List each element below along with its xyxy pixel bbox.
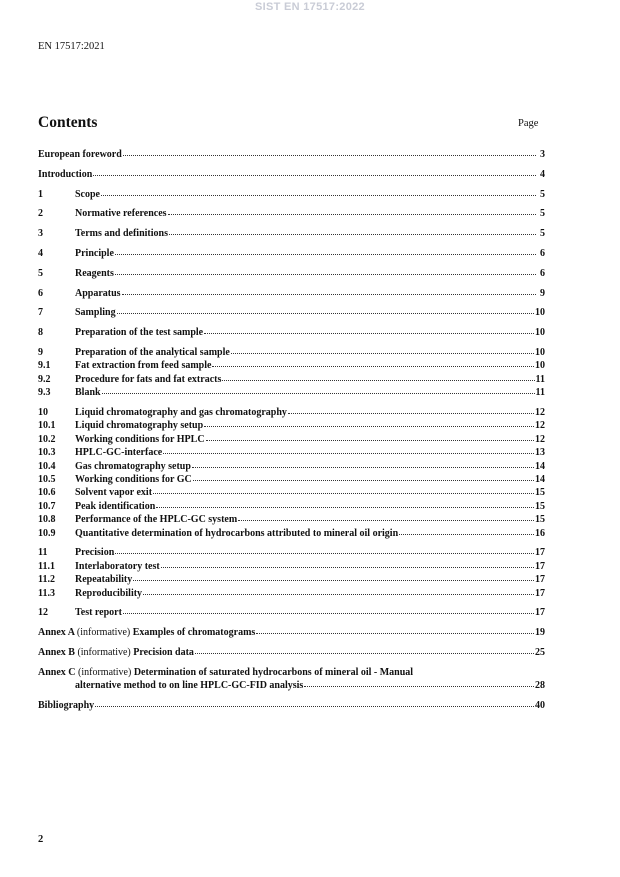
toc-entry[interactable] (38, 207, 545, 220)
dot-leader (123, 147, 536, 156)
toc-entry-page[interactable]: 5 (540, 208, 545, 220)
toc-entry[interactable] (38, 326, 545, 339)
toc-entry-page[interactable]: 13 (535, 447, 545, 459)
toc-entry[interactable] (38, 473, 545, 486)
toc-entry-page[interactable]: 28 (535, 680, 545, 692)
dot-leader (288, 405, 534, 414)
toc-bibliography-entry[interactable] (38, 699, 545, 712)
toc-entry[interactable] (38, 513, 545, 526)
toc-entry-number: 9.2 (38, 373, 51, 385)
toc-entry-number: 8 (38, 327, 43, 339)
toc-entry[interactable] (38, 188, 545, 201)
toc-entry-number: 6 (38, 287, 43, 299)
dot-leader (169, 226, 536, 235)
toc-entry-title[interactable]: Terms and definitions (75, 228, 168, 240)
toc-entry-page[interactable]: 19 (535, 627, 545, 639)
toc-entry[interactable] (38, 560, 545, 573)
toc-entry-number: 10.7 (38, 500, 56, 512)
toc-entry-page[interactable]: 16 (535, 527, 545, 539)
toc-entry[interactable] (38, 433, 545, 446)
toc-entry-title[interactable]: Preparation of the test sample (75, 327, 204, 339)
toc-entry-title[interactable]: Gas chromatography setup (75, 460, 191, 472)
toc-entry[interactable] (38, 148, 545, 161)
toc-entry-page[interactable]: 15 (535, 487, 545, 499)
annex-title[interactable]: Determination of saturated hydrocarbons of mineral oil - Manual (133, 666, 414, 678)
toc-entry-number: 9.1 (38, 360, 51, 372)
dot-leader (193, 472, 534, 481)
toc-entry-page[interactable]: 4 (540, 168, 545, 180)
toc-entry[interactable] (38, 346, 545, 359)
toc-entry-page[interactable]: 6 (540, 267, 545, 279)
toc-entry-page[interactable]: 5 (540, 228, 545, 240)
toc-entry-title[interactable]: Performance of the HPLC-GC system (75, 514, 238, 526)
toc-entry-page[interactable]: 12 (535, 420, 545, 432)
annex-title-wrap[interactable] (38, 666, 413, 679)
toc-entry-number: 11 (38, 547, 48, 559)
dot-leader (204, 325, 534, 334)
toc-entry-title[interactable]: Procedure for fats and fat extracts (75, 373, 222, 385)
toc-entry-title[interactable]: Principle (75, 247, 114, 259)
toc-entry[interactable] (38, 247, 545, 260)
annex-prefix: Annex A (38, 627, 75, 639)
toc-entry[interactable] (38, 373, 545, 386)
toc-entry-page[interactable]: 9 (540, 287, 545, 299)
toc-entry-page[interactable]: 10 (535, 327, 545, 339)
annex-title-continuation-line (38, 679, 545, 692)
toc-entry-title[interactable]: Introduction (38, 168, 93, 180)
toc-entry-number: 10.5 (38, 474, 56, 486)
dot-leader (192, 459, 534, 468)
dot-leader (115, 545, 534, 554)
annex-title-continuation[interactable]: alternative method to on line HPLC-GC-FID analysis (75, 680, 304, 692)
toc-entry-number: 9.3 (38, 387, 51, 399)
toc-entry[interactable] (38, 386, 545, 399)
annex-title-wrap[interactable] (38, 626, 255, 639)
annex-qualifier: (informative) (78, 666, 132, 678)
toc-entry[interactable] (38, 546, 545, 559)
dot-leader (133, 572, 534, 581)
dot-leader (399, 526, 534, 535)
toc-entry-page[interactable]: 10 (535, 307, 545, 319)
toc-entry-title[interactable]: Liquid chromatography setup (75, 420, 204, 432)
toc-entry-title[interactable]: Scope (75, 188, 100, 200)
toc-entry[interactable] (38, 267, 545, 280)
toc-entry-title[interactable]: Peak identification (75, 500, 156, 512)
dot-leader (95, 698, 534, 707)
dot-leader (123, 605, 534, 614)
toc-entry-page[interactable]: 17 (535, 574, 545, 586)
annex-qualifier: (informative) (77, 647, 131, 659)
toc-annex-entry[interactable] (38, 626, 545, 639)
toc-entry[interactable] (38, 486, 545, 499)
dot-leader (212, 358, 534, 367)
toc-annex-entry[interactable] (38, 666, 545, 693)
toc-entry[interactable] (38, 168, 545, 181)
toc-entry-title[interactable]: Solvent vapor exit (75, 487, 153, 499)
toc-entry[interactable] (38, 306, 545, 319)
toc-entry[interactable] (38, 359, 545, 372)
dot-leader (156, 499, 534, 508)
dot-leader (256, 625, 534, 634)
toc-entry-number: 10.6 (38, 487, 56, 499)
toc-entry-page[interactable]: 10 (535, 346, 545, 358)
toc-entry-page[interactable]: 11 (535, 387, 545, 399)
toc-entry-title[interactable]: European foreword (38, 149, 122, 160)
toc-entry-page[interactable]: 17 (535, 607, 545, 619)
toc-entry-page[interactable]: 6 (540, 247, 545, 259)
toc-entry-title[interactable]: Liquid chromatography and gas chromatography (75, 406, 287, 418)
toc-entry[interactable] (38, 446, 545, 459)
toc-entry[interactable] (38, 500, 545, 513)
dot-leader (161, 559, 534, 568)
toc-entry[interactable] (38, 587, 545, 600)
dot-leader (117, 305, 534, 314)
table-of-contents (38, 148, 545, 712)
toc-entry-title[interactable]: Working conditions for GC (75, 474, 192, 486)
toc-entry-title[interactable]: Working conditions for HPLC (75, 433, 205, 445)
dot-leader (304, 678, 534, 687)
toc-entry-number: 2 (38, 208, 43, 220)
toc-entry-number: 10.4 (38, 460, 56, 472)
annex-title[interactable]: Precision data (133, 647, 194, 659)
toc-entry-number: 10.3 (38, 447, 56, 459)
toc-entry-page[interactable]: 14 (535, 460, 545, 472)
toc-entry-number: 11.2 (38, 574, 55, 586)
dot-leader (115, 266, 536, 275)
dot-leader (153, 485, 534, 494)
toc-entry-number: 10.9 (38, 527, 56, 539)
toc-entry[interactable] (38, 419, 545, 432)
toc-entry-title[interactable]: Interlaboratory test (75, 560, 160, 572)
contents-title: Contents (38, 114, 98, 131)
toc-entry-page[interactable]: 12 (535, 406, 545, 418)
toc-entry-title[interactable]: Apparatus (75, 287, 121, 299)
toc-entry-number: 5 (38, 267, 43, 279)
toc-entry-number: 10.1 (38, 420, 56, 432)
toc-entry-page[interactable]: 15 (535, 514, 545, 526)
toc-entry-number: 1 (38, 188, 43, 200)
toc-entry-page[interactable]: 17 (535, 547, 545, 559)
footer-page-number: 2 (38, 834, 44, 845)
toc-entry-number: 7 (38, 307, 43, 319)
toc-entry-page[interactable]: 40 (535, 700, 545, 712)
toc-entry-title[interactable]: Repeatability (75, 574, 133, 586)
toc-entry-number: 10.8 (38, 514, 56, 526)
annex-title-wrap[interactable] (38, 646, 194, 659)
dot-leader (101, 187, 536, 196)
toc-entry[interactable] (38, 606, 545, 619)
toc-entry-title[interactable]: Fat extraction from feed sample (75, 360, 212, 372)
toc-entry[interactable] (38, 460, 545, 473)
toc-entry-number: 10.2 (38, 433, 56, 445)
toc-entry-title[interactable]: Test report (75, 607, 122, 619)
toc-entry-page[interactable]: 14 (535, 474, 545, 486)
bibliography-title[interactable]: Bibliography (38, 700, 95, 712)
dot-leader (222, 372, 534, 381)
toc-entry[interactable] (38, 406, 545, 419)
toc-entry-number: 9 (38, 346, 43, 358)
toc-entry-number: 11.3 (38, 587, 55, 599)
toc-entry-page[interactable]: 12 (535, 433, 545, 445)
dot-leader (163, 445, 534, 454)
annex-title[interactable]: Examples of chromatograms (132, 627, 256, 639)
toc-entry-number: 11.1 (38, 560, 55, 572)
toc-entry-number: 12 (38, 607, 48, 619)
toc-entry[interactable] (38, 287, 545, 300)
toc-entry-page[interactable]: 5 (540, 188, 545, 200)
document-reference: EN 17517:2021 (38, 41, 105, 52)
toc-entry-page[interactable]: 17 (535, 560, 545, 572)
toc-entry-title[interactable]: HPLC-GC-interface (75, 447, 163, 459)
dot-leader (102, 385, 535, 394)
dot-leader (238, 512, 534, 521)
dot-leader (195, 645, 534, 654)
dot-leader (122, 286, 536, 295)
annex-qualifier: (informative) (76, 627, 131, 639)
dot-leader (93, 167, 536, 176)
toc-entry-title[interactable]: Reproducibility (75, 587, 143, 599)
toc-entry-number: 4 (38, 247, 43, 259)
dot-leader (204, 418, 534, 427)
toc-entry-title[interactable]: Blank (75, 387, 101, 399)
toc-entry-title[interactable]: Precision (75, 547, 115, 559)
toc-entry-title[interactable]: Preparation of the analytical sample (75, 346, 230, 358)
page-column-label: Page (518, 118, 539, 129)
toc-entry[interactable] (38, 527, 545, 540)
toc-entry-page[interactable]: 25 (535, 647, 545, 659)
toc-entry-page[interactable]: 10 (535, 360, 545, 372)
dot-leader (143, 586, 534, 595)
toc-entry-number: 3 (38, 228, 43, 240)
toc-entry-title[interactable]: Quantitative determination of hydrocarbons attributed to mineral oil origin (75, 527, 399, 539)
dot-leader (168, 206, 536, 215)
dot-leader (231, 345, 534, 354)
watermark: SIST EN 17517:2022 (255, 1, 365, 13)
toc-entry-page[interactable]: 11 (535, 373, 545, 385)
annex-prefix: Annex C (38, 666, 76, 678)
toc-entry[interactable] (38, 227, 545, 240)
toc-entry-title[interactable]: Reagents (75, 267, 114, 279)
toc-annex-entry[interactable] (38, 646, 545, 659)
toc-entry[interactable] (38, 573, 545, 586)
annex-prefix: Annex B (38, 647, 75, 659)
toc-entry-page[interactable]: 17 (535, 587, 545, 599)
toc-entry-page[interactable]: 15 (535, 500, 545, 512)
toc-entry-title[interactable]: Sampling (75, 307, 116, 319)
dot-leader (115, 246, 536, 255)
dot-leader (206, 432, 534, 441)
toc-entry-number: 10 (38, 406, 48, 418)
toc-entry-title[interactable]: Normative references (75, 208, 167, 220)
toc-entry-page[interactable]: 3 (540, 149, 545, 160)
